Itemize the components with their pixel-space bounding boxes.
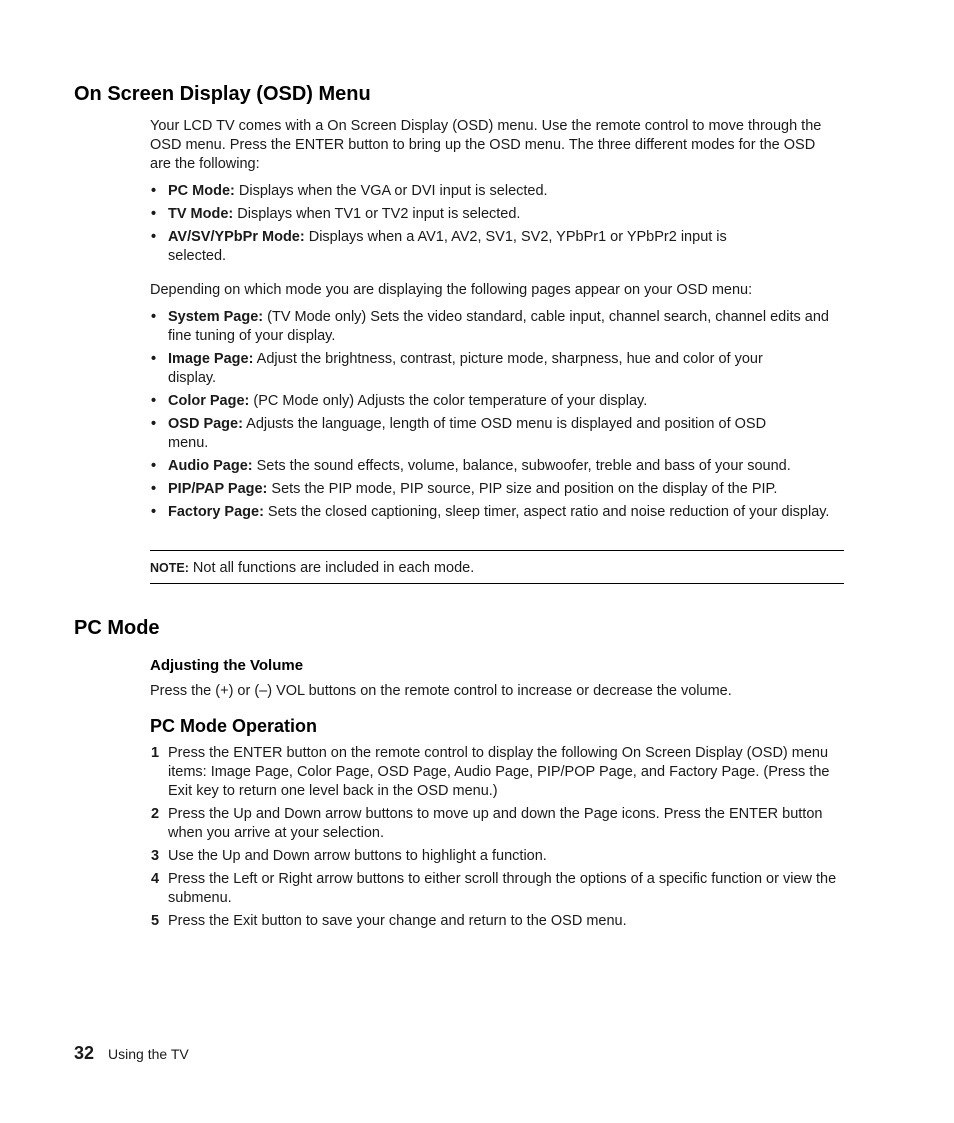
page-term: Audio Page: — [168, 458, 253, 474]
page-description: Adjust the brightness, contrast, picture mode, sharpness, hue and color of your display. — [168, 351, 763, 386]
osd-intro-paragraph: Your LCD TV comes with a On Screen Display (OSD) menu. Use the remote control to move through the OSD menu. Press the ENTER button to bring up the OSD menu. The three different modes for the OSD are the following: — [150, 118, 822, 172]
step-number: 1 — [151, 745, 160, 761]
step-number: 5 — [151, 913, 160, 929]
list-item — [150, 205, 840, 224]
page-description: Adjusts the language, length of time OSD menu is displayed and position of OSD menu. — [168, 416, 767, 451]
list-item — [150, 228, 840, 266]
page-term: PIP/PAP Page: — [168, 481, 268, 497]
bullet-icon: • — [151, 351, 157, 367]
osd-pages-list — [150, 308, 840, 526]
osd-modes-list — [150, 182, 840, 270]
mode-description: Displays when the VGA or DVI input is selected. — [234, 183, 548, 199]
list-item — [150, 415, 840, 453]
page-description: Sets the closed captioning, sleep timer, aspect ratio and noise reduction of your display. — [263, 504, 830, 520]
bullet-icon: • — [151, 458, 157, 474]
list-item — [150, 805, 844, 843]
mode-term: TV Mode: — [168, 206, 234, 222]
list-item — [150, 480, 840, 499]
page-description: Sets the sound effects, volume, balance, subwoofer, treble and bass of your sound. — [252, 458, 791, 474]
bullet-icon: • — [151, 416, 157, 432]
step-text: Press the Left or Right arrow buttons to either scroll through the options of a specific function or view the submenu. — [168, 871, 837, 906]
page-term: OSD Page: — [168, 416, 243, 432]
list-item — [150, 912, 844, 931]
page-number: 32 — [74, 1043, 95, 1063]
mode-term: AV/SV/YPbPr Mode: — [168, 229, 305, 245]
bullet-icon: • — [151, 183, 157, 199]
list-item — [150, 870, 844, 908]
bullet-icon: • — [151, 393, 157, 409]
bullet-icon: • — [151, 504, 157, 520]
list-item — [150, 308, 840, 346]
step-number: 2 — [151, 806, 160, 822]
step-number: 3 — [151, 848, 160, 864]
page-term: System Page: — [168, 309, 264, 325]
pc-mode-steps-list — [150, 744, 844, 935]
mode-description: Displays when a AV1, AV2, SV1, SV2, YPbPr1 or YPbPr2 input is selected. — [168, 229, 727, 264]
subheading-adjusting-volume: Adjusting the Volume — [150, 657, 304, 674]
step-text: Press the Exit button to save your change and return to the OSD menu. — [168, 913, 627, 929]
page-term: Image Page: — [168, 351, 254, 367]
page-description: (PC Mode only) Adjusts the color temperature of your display. — [249, 393, 648, 409]
bullet-icon: • — [151, 206, 157, 222]
step-number: 4 — [151, 871, 160, 887]
page-term: Factory Page: — [168, 504, 264, 520]
step-text: Press the Up and Down arrow buttons to move up and down the Page icons. Press the ENTER button when you arrive at your selection. — [168, 806, 823, 841]
volume-paragraph: Press the (+) or (–) VOL buttons on the remote control to increase or decrease the volume. — [150, 683, 732, 699]
list-item — [150, 392, 840, 411]
list-item — [150, 457, 840, 476]
footer-section-title: Using the TV — [108, 1046, 189, 1062]
mode-description: Displays when TV1 or TV2 input is selected. — [233, 206, 521, 222]
note-label: NOTE: — [150, 561, 189, 575]
section-heading-pc-mode: PC Mode — [74, 617, 160, 639]
bullet-icon: • — [151, 481, 157, 497]
list-item — [150, 182, 840, 201]
step-text: Press the ENTER button on the remote control to display the following On Screen Display (OSD) menu items: Image Page, Color Page, OSD Page, Audio Page, PIP/POP Page, and Factory Page. (Press the Exit key to return one level back in the OSD menu.) — [168, 745, 830, 799]
subheading-pc-mode-operation: PC Mode Operation — [150, 716, 318, 736]
osd-pages-intro: Depending on which mode you are displaying the following pages appear on your OSD menu: — [150, 282, 753, 298]
list-item — [150, 847, 844, 866]
step-text: Use the Up and Down arrow buttons to highlight a function. — [168, 848, 547, 864]
list-item — [150, 744, 844, 801]
list-item — [150, 350, 840, 388]
note-box — [150, 550, 844, 584]
section-heading-osd: On Screen Display (OSD) Menu — [74, 83, 371, 105]
page-term: Color Page: — [168, 393, 250, 409]
list-item — [150, 503, 840, 522]
page-description: Sets the PIP mode, PIP source, PIP size and position on the display of the PIP. — [267, 481, 778, 497]
page-description: (TV Mode only) Sets the video standard, cable input, channel search, channel edits and fine tuning of your display. — [168, 309, 829, 344]
page-footer — [74, 1043, 189, 1064]
note-text: Not all functions are included in each mode. — [188, 560, 475, 576]
mode-term: PC Mode: — [168, 183, 235, 199]
bullet-icon: • — [151, 309, 157, 325]
bullet-icon: • — [151, 229, 157, 245]
